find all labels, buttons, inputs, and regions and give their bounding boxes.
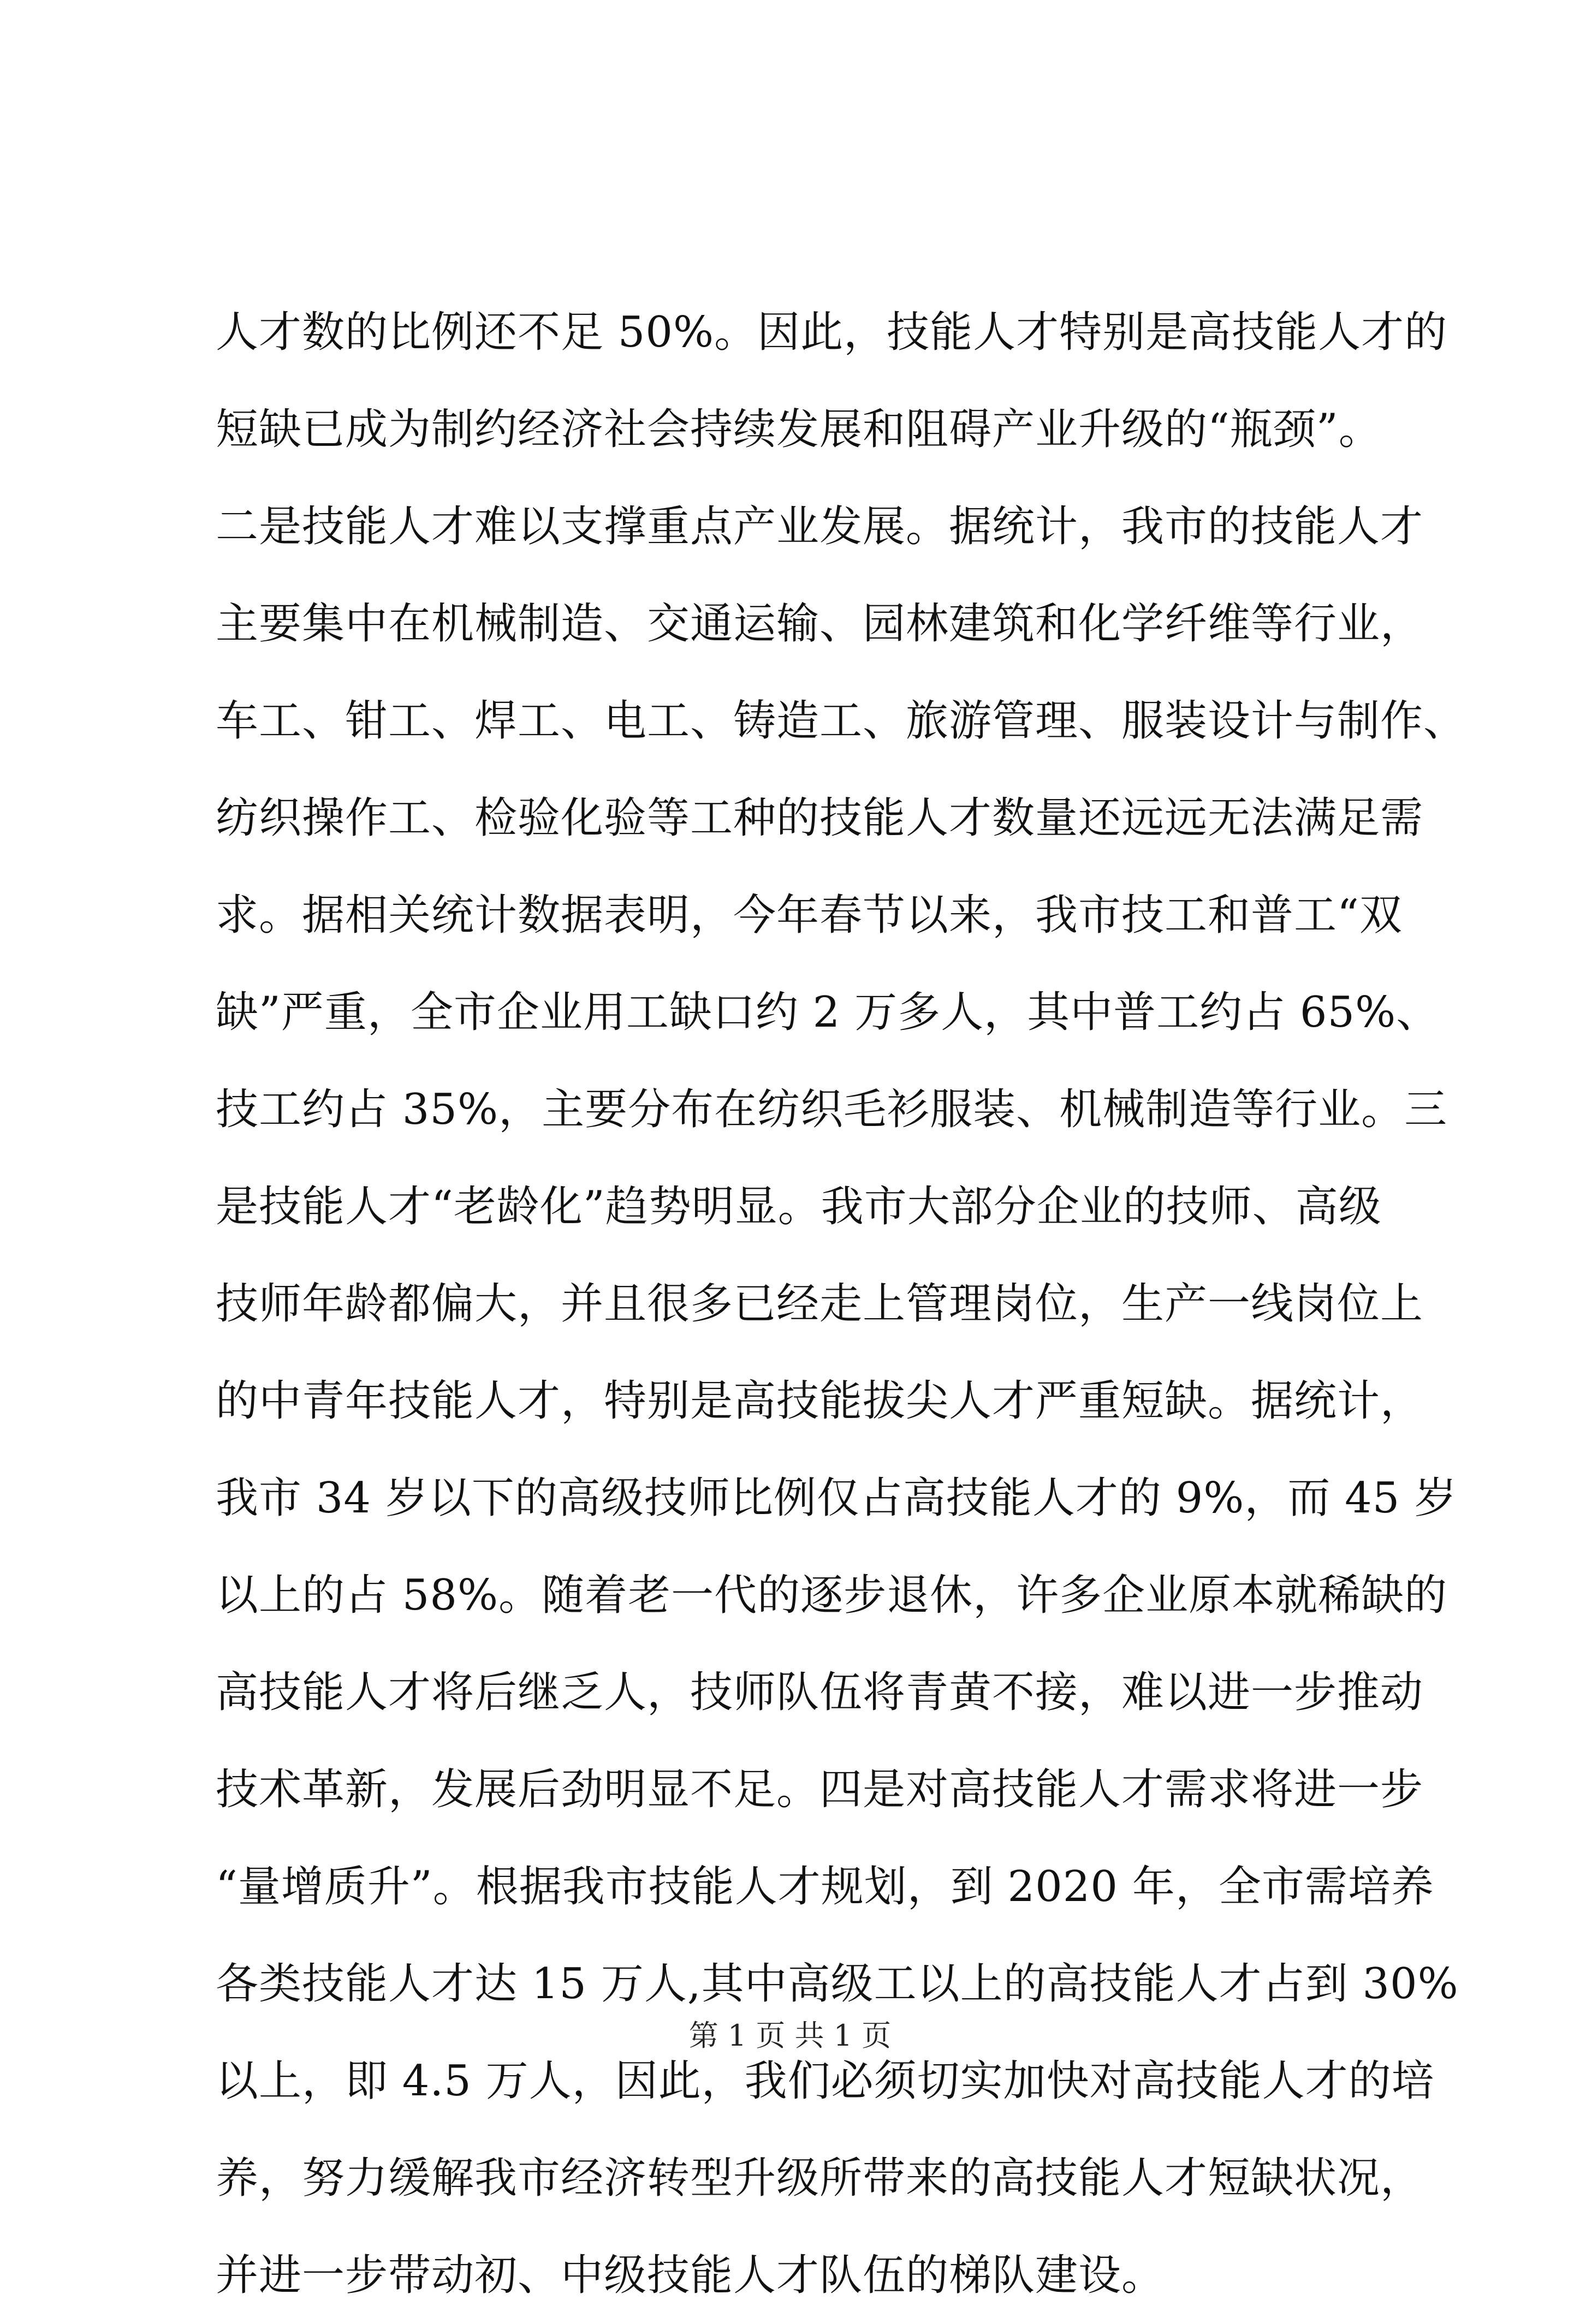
text-line: 是技能人才“老龄化”趋势明显。我市大部分企业的技师、高级 [216,1182,1382,1231]
text-line: 养，努力缓解我市经济转型升级所带来的高技能人才短缺状况， [216,2154,1424,2203]
text-line: 短缺已成为制约经济社会持续发展和阻碍产业升级的“瓶颈”。 [216,405,1382,454]
text-line: 我市 34 岁以下的高级技师比例仅占高技能人才的 9%，而 45 岁 [216,1474,1458,1523]
text-line: 并进一步带动初、中级技能人才队伍的梯队建设。 [216,2251,1165,2300]
text-line: 人才数的比例还不足 50%。因此，技能人才特别是高技能人才的 [216,308,1448,357]
text-line: “量增质升”。根据我市技能人才规划，到 2020 年，全市需培养 [216,1862,1434,1911]
text-line: 二是技能人才难以支撑重点产业发展。据统计，我市的技能人才 [216,502,1424,551]
text-line: 以上的占 58%。随着老一代的逐步退休，许多企业原本就稀缺的 [216,1571,1448,1620]
text-line: 求。据相关统计数据表明，今年春节以来，我市技工和普工“双 [216,891,1403,940]
text-line: 技师年龄都偏大，并且很多已经走上管理岗位，生产一线岗位上 [216,1279,1424,1328]
text-line: 技工约占 35%，主要分布在纺织毛衫服装、机械制造等行业。三 [216,1085,1448,1134]
text-line: 各类技能人才达 15 万人,其中高级工以上的高技能人才占到 30% [216,1959,1459,2009]
text-line: 高技能人才将后继乏人，技师队伍将青黄不接，难以进一步推动 [216,1668,1424,1717]
text-line: 车工、钳工、焊工、电工、铸造工、旅游管理、服装设计与制作、 [216,696,1467,746]
page-number-footer: 第 1 页 共 1 页 [688,2018,892,2053]
text-line: 以上，即 4.5 万人，因此，我们必须切实加快对高技能人才的培 [216,2057,1435,2106]
text-line: 纺织操作工、检验化验等工种的技能人才数量还远远无法满足需 [216,794,1424,843]
text-line: 缺”严重，全市企业用工缺口约 2 万多人，其中普工约占 65%、 [216,988,1440,1037]
text-line: 技术革新，发展后劲明显不足。四是对高技能人才需求将进一步 [216,1765,1424,1814]
text-line: 主要集中在机械制造、交通运输、园林建筑和化学纤维等行业， [216,599,1424,648]
text-line: 的中青年技能人才，特别是高技能拔尖人才严重短缺。据统计， [216,1376,1424,1426]
